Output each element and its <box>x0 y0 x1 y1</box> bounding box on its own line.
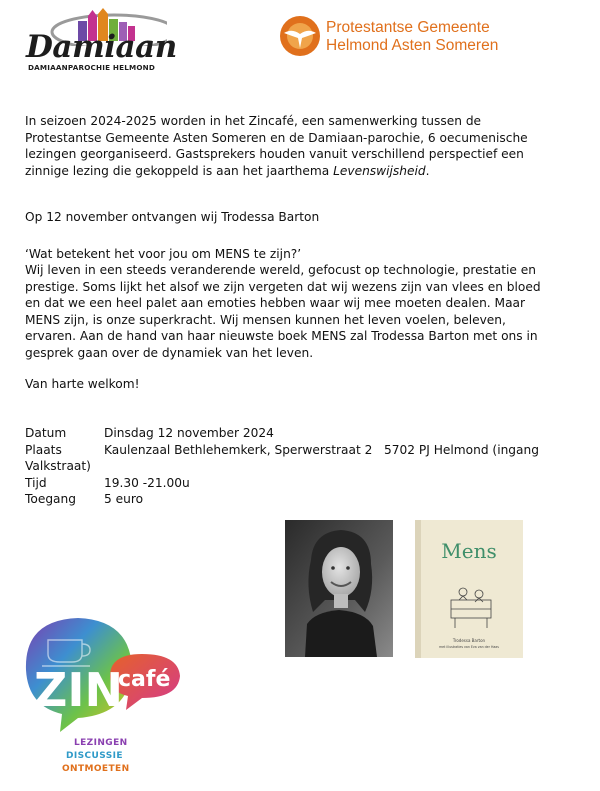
tag-ontmoeten: ONTMOETEN <box>62 764 130 774</box>
zin-text: ZIN <box>34 663 123 717</box>
damiaan-logo-subtitle: DAMIAANPAROCHIE HELMOND <box>28 63 156 72</box>
speaker-photo <box>285 520 393 657</box>
protestantse-logo-line1: Protestantse Gemeente <box>326 19 490 36</box>
datum-label: Datum <box>25 426 67 440</box>
welcome-text: Van harte welkom! <box>25 377 140 391</box>
book-title: Mens <box>441 539 497 563</box>
intro-text-end: . <box>425 163 430 178</box>
dove-sun-icon <box>278 14 322 58</box>
plaats-value-continued: Valkstraat) <box>25 459 91 473</box>
tag-lezingen: LEZINGEN <box>74 738 128 748</box>
event-heading: Op 12 november ontvangen wij Trodessa Barton <box>25 210 320 224</box>
plaats-label: Plaats <box>25 443 62 457</box>
datum-value: Dinsdag 12 november 2024 <box>104 426 274 440</box>
cafe-text: café <box>118 667 171 692</box>
zincafe-logo <box>18 610 188 788</box>
jaarthema-text: Levenswijsheid <box>333 163 426 178</box>
plaats-value: Kaulenzaal Bethlehemkerk, Sperwerstraat 2 5702 PJ Helmond (ingang <box>104 443 539 457</box>
book-author: Trodessa Barton <box>452 638 486 643</box>
event-quote: ‘Wat betekent het voor jou om MENS te zijn?’ <box>25 247 302 261</box>
tijd-label: Tijd <box>25 476 47 490</box>
book-subline: met illustraties van Eva van der Haas <box>439 645 499 649</box>
tag-discussie: DISCUSSIE <box>66 751 123 761</box>
book-cover <box>415 520 523 658</box>
intro-text: In seizoen 2024-2025 worden in het Zincafé, een samenwerking tussen de Protestantse Gemeente Asten Someren en de Damiaan-parochie, 6 oecumenische lezingen georganiseerd. Gastsprekers houden vanuit verschillend perspectief een zinnige lezing die gekoppeld is aan het jaarthema <box>25 114 528 178</box>
protestantse-gemeente-logo <box>278 14 528 58</box>
toegang-value: 5 euro <box>104 492 144 506</box>
protestantse-logo-line2: Helmond Asten Someren <box>326 37 499 54</box>
event-description: Wij leven in een steeds veranderende wereld, gefocust op technologie, prestatie en prestige. Soms lijkt het alsof we zijn vergeten dat wij wezens zijn van vlees en bloed en dat we een heel palet aan emoties hebben waar wij mee moeten dealen. Maar MENS zijn, is onze superkracht. Wij mensen kunnen het leven voelen, beleven, ervaren. Aan de hand van haar nieuwste boek MENS zal Trodessa Barton met ons in gesprek gaan over de dynamiek van het leven. <box>25 263 541 360</box>
damiaan-logo-text: Damiaan <box>26 29 177 65</box>
toegang-label: Toegang <box>25 492 76 506</box>
tijd-value: 19.30 -21.00u <box>104 476 190 490</box>
damiaan-logo <box>22 6 177 76</box>
intro-paragraph <box>25 113 545 179</box>
